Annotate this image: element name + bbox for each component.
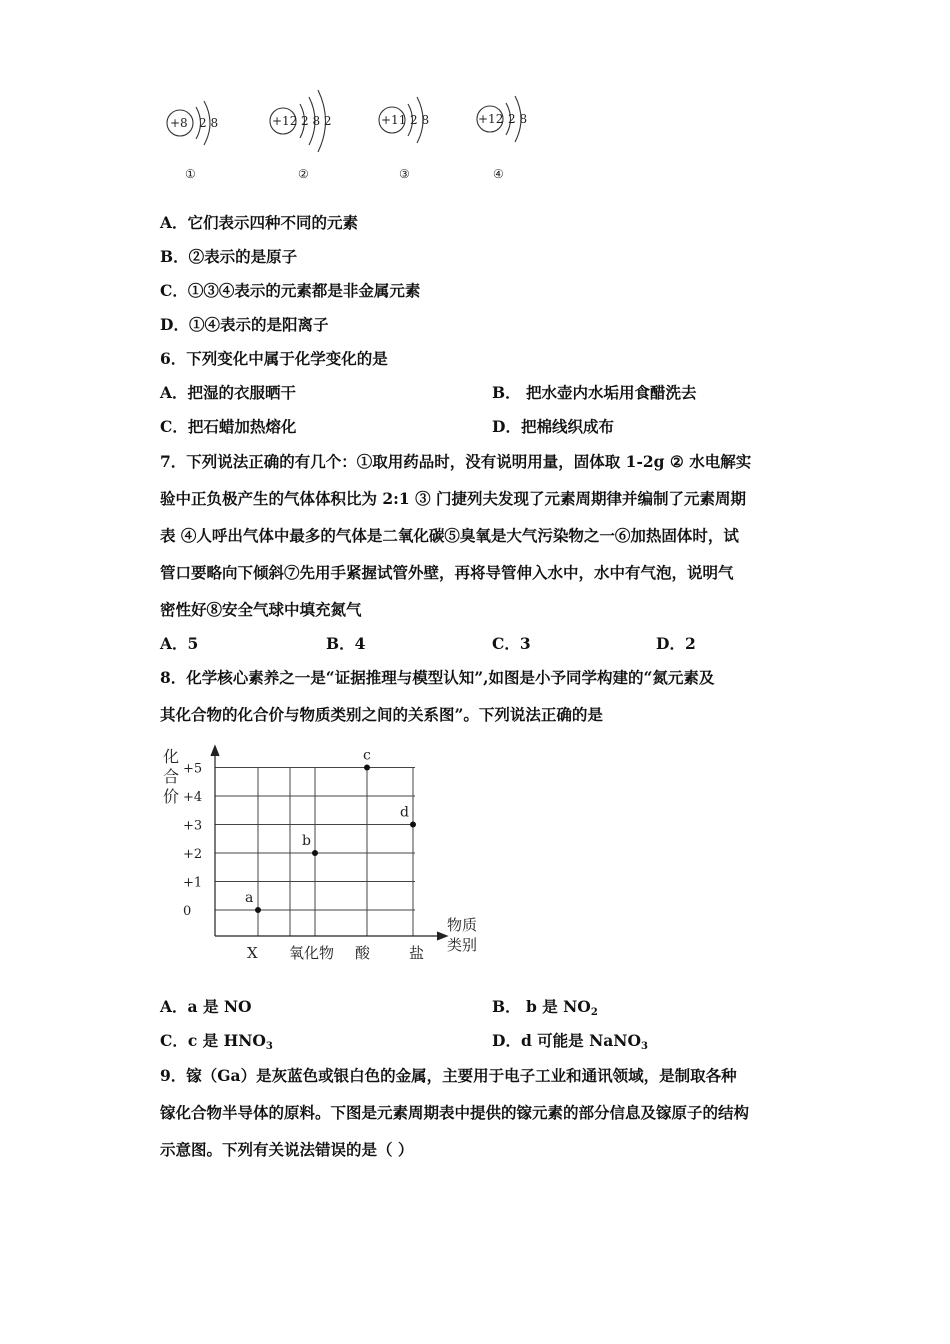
q8-option-b xyxy=(492,995,598,1018)
q7-option-a: A．5 xyxy=(160,634,199,653)
chart-point-a xyxy=(255,907,261,913)
q5-option-b: B．②表示的是原子 xyxy=(160,247,298,266)
chart-point-c xyxy=(364,765,370,771)
chart-ytick-label: +4 xyxy=(183,790,203,805)
q9-line-2: 镓化合物半导体的原料。下图是元素周期表中提供的镓元素的部分信息及镓原子的结构 xyxy=(160,1103,750,1122)
atom-1-label: ① xyxy=(185,167,196,181)
q7-line-1: 7．下列说法正确的有几个：①取用药品时，没有说明用量，固体取 1-2g ② 水电解实 xyxy=(160,452,752,471)
q8-line-1: 8．化学核心素养之一是“证据推理与模型认知”,如图是小予同学构建的“氮元素及 xyxy=(160,668,715,687)
q8-option-a: A．a 是 NO xyxy=(160,997,252,1016)
chart-ytick-label: +2 xyxy=(183,847,203,862)
q8-line-2: 其化合物的化合价与物质类别之间的关系图”。下列说法正确的是 xyxy=(160,705,603,724)
q8-option-b-text: B． b 是 NO xyxy=(492,997,591,1016)
q7-line-2: 验中正负极产生的气体体积比为 2:1 ③ 门捷列夫发现了元素周期律并编制了元素周期 xyxy=(160,489,746,508)
q5-option-a: A．它们表示四种不同的元素 xyxy=(160,213,359,232)
q5-option-d: D．①④表示的是阳离子 xyxy=(160,315,329,334)
atom-4-nucleus: +12 xyxy=(478,112,504,126)
q8-option-c-sub: 3 xyxy=(265,1041,273,1052)
q7-option-b: B．4 xyxy=(326,634,366,653)
chart-xlabel-line-2: 类别 xyxy=(447,936,478,954)
chart-point-label-c: c xyxy=(363,747,371,764)
chart-xtick-label: 氧化物 xyxy=(289,944,335,962)
q7-option-c: C．3 xyxy=(492,634,531,653)
q8-option-d-text: D．d 可能是 NaNO xyxy=(492,1031,641,1050)
q6-option-d: D．把棉线织成布 xyxy=(492,417,614,436)
q5-option-c: C．①③④表示的元素都是非金属元素 xyxy=(160,281,421,300)
chart-ytick-label: +5 xyxy=(183,761,203,777)
chart-xtick-label: 酸 xyxy=(355,944,371,962)
chart-y-axis-arrow xyxy=(211,746,219,756)
chart-ylabel-char-1: 化 xyxy=(163,747,180,766)
atom-3-nucleus: +11 xyxy=(381,113,407,127)
q6-option-a: A．把湿的衣服晒干 xyxy=(160,383,297,402)
q8-option-b-sub: 2 xyxy=(590,1007,598,1018)
atom-4-label: ④ xyxy=(493,167,504,181)
q9-line-1: 9．镓（Ga）是灰蓝色或银白色的金属，主要用于电子工业和通讯领域，是制取各种 xyxy=(160,1066,737,1085)
q8-option-c xyxy=(160,1029,273,1052)
chart-ytick-label: +3 xyxy=(183,818,203,834)
valence-chart xyxy=(155,740,495,972)
q8-option-d xyxy=(492,1029,648,1052)
atom-4-shells: 2 8 xyxy=(508,112,528,126)
chart-point-label-b: b xyxy=(302,833,311,849)
q7-line-4: 管口要略向下倾斜⑦先用手紧握试管外壁，再将导管伸入水中，水中有气泡，说明气 xyxy=(160,563,734,582)
chart-ytick-label: 0 xyxy=(183,904,192,919)
atom-3-label: ③ xyxy=(399,167,410,181)
atom-2-nucleus: +12 xyxy=(272,114,298,128)
q8-option-c-text: C．c 是 HNO xyxy=(160,1031,266,1050)
chart-point-d xyxy=(410,822,416,828)
q8-option-d-sub: 3 xyxy=(640,1041,648,1052)
chart-point-b xyxy=(312,850,318,856)
chart-xtick-label: 盐 xyxy=(409,944,425,962)
q6-option-c: C．把石蜡加热熔化 xyxy=(160,417,297,436)
chart-ytick-label: +1 xyxy=(183,875,203,891)
q9-line-3: 示意图。下列有关说法错误的是（ ） xyxy=(160,1140,414,1159)
chart-xlabel-line-1: 物质 xyxy=(447,916,478,934)
q7-line-5: 密性好⑧安全气球中填充氮气 xyxy=(160,600,362,619)
q7-line-3: 表 ④人呼出气体中最多的气体是二氧化碳⑤臭氧是大气污染物之一⑥加热固体时，试 xyxy=(160,526,739,545)
chart-point-label-d: d xyxy=(400,804,409,821)
chart-ylabel-char-3: 价 xyxy=(163,787,180,806)
atom-1-nucleus: +8 xyxy=(170,116,188,130)
atom-2-shells: 2 8 2 xyxy=(301,114,332,128)
chart-ylabel-char-2: 合 xyxy=(163,767,180,786)
q6-option-b: B． 把水壶内水垢用食醋洗去 xyxy=(492,383,697,402)
chart-point-label-a: a xyxy=(245,890,254,906)
chart-xtick-label: X xyxy=(247,944,258,962)
q6-stem: 6．下列变化中属于化学变化的是 xyxy=(160,349,388,368)
atom-structure-diagrams xyxy=(0,60,950,260)
atom-3-shells: 2 8 xyxy=(410,113,430,127)
atom-1-shells: 2 8 xyxy=(199,116,219,130)
atom-2-label: ② xyxy=(298,167,309,181)
q7-option-d: D．2 xyxy=(656,634,696,653)
chart-x-axis-arrow xyxy=(437,932,447,940)
